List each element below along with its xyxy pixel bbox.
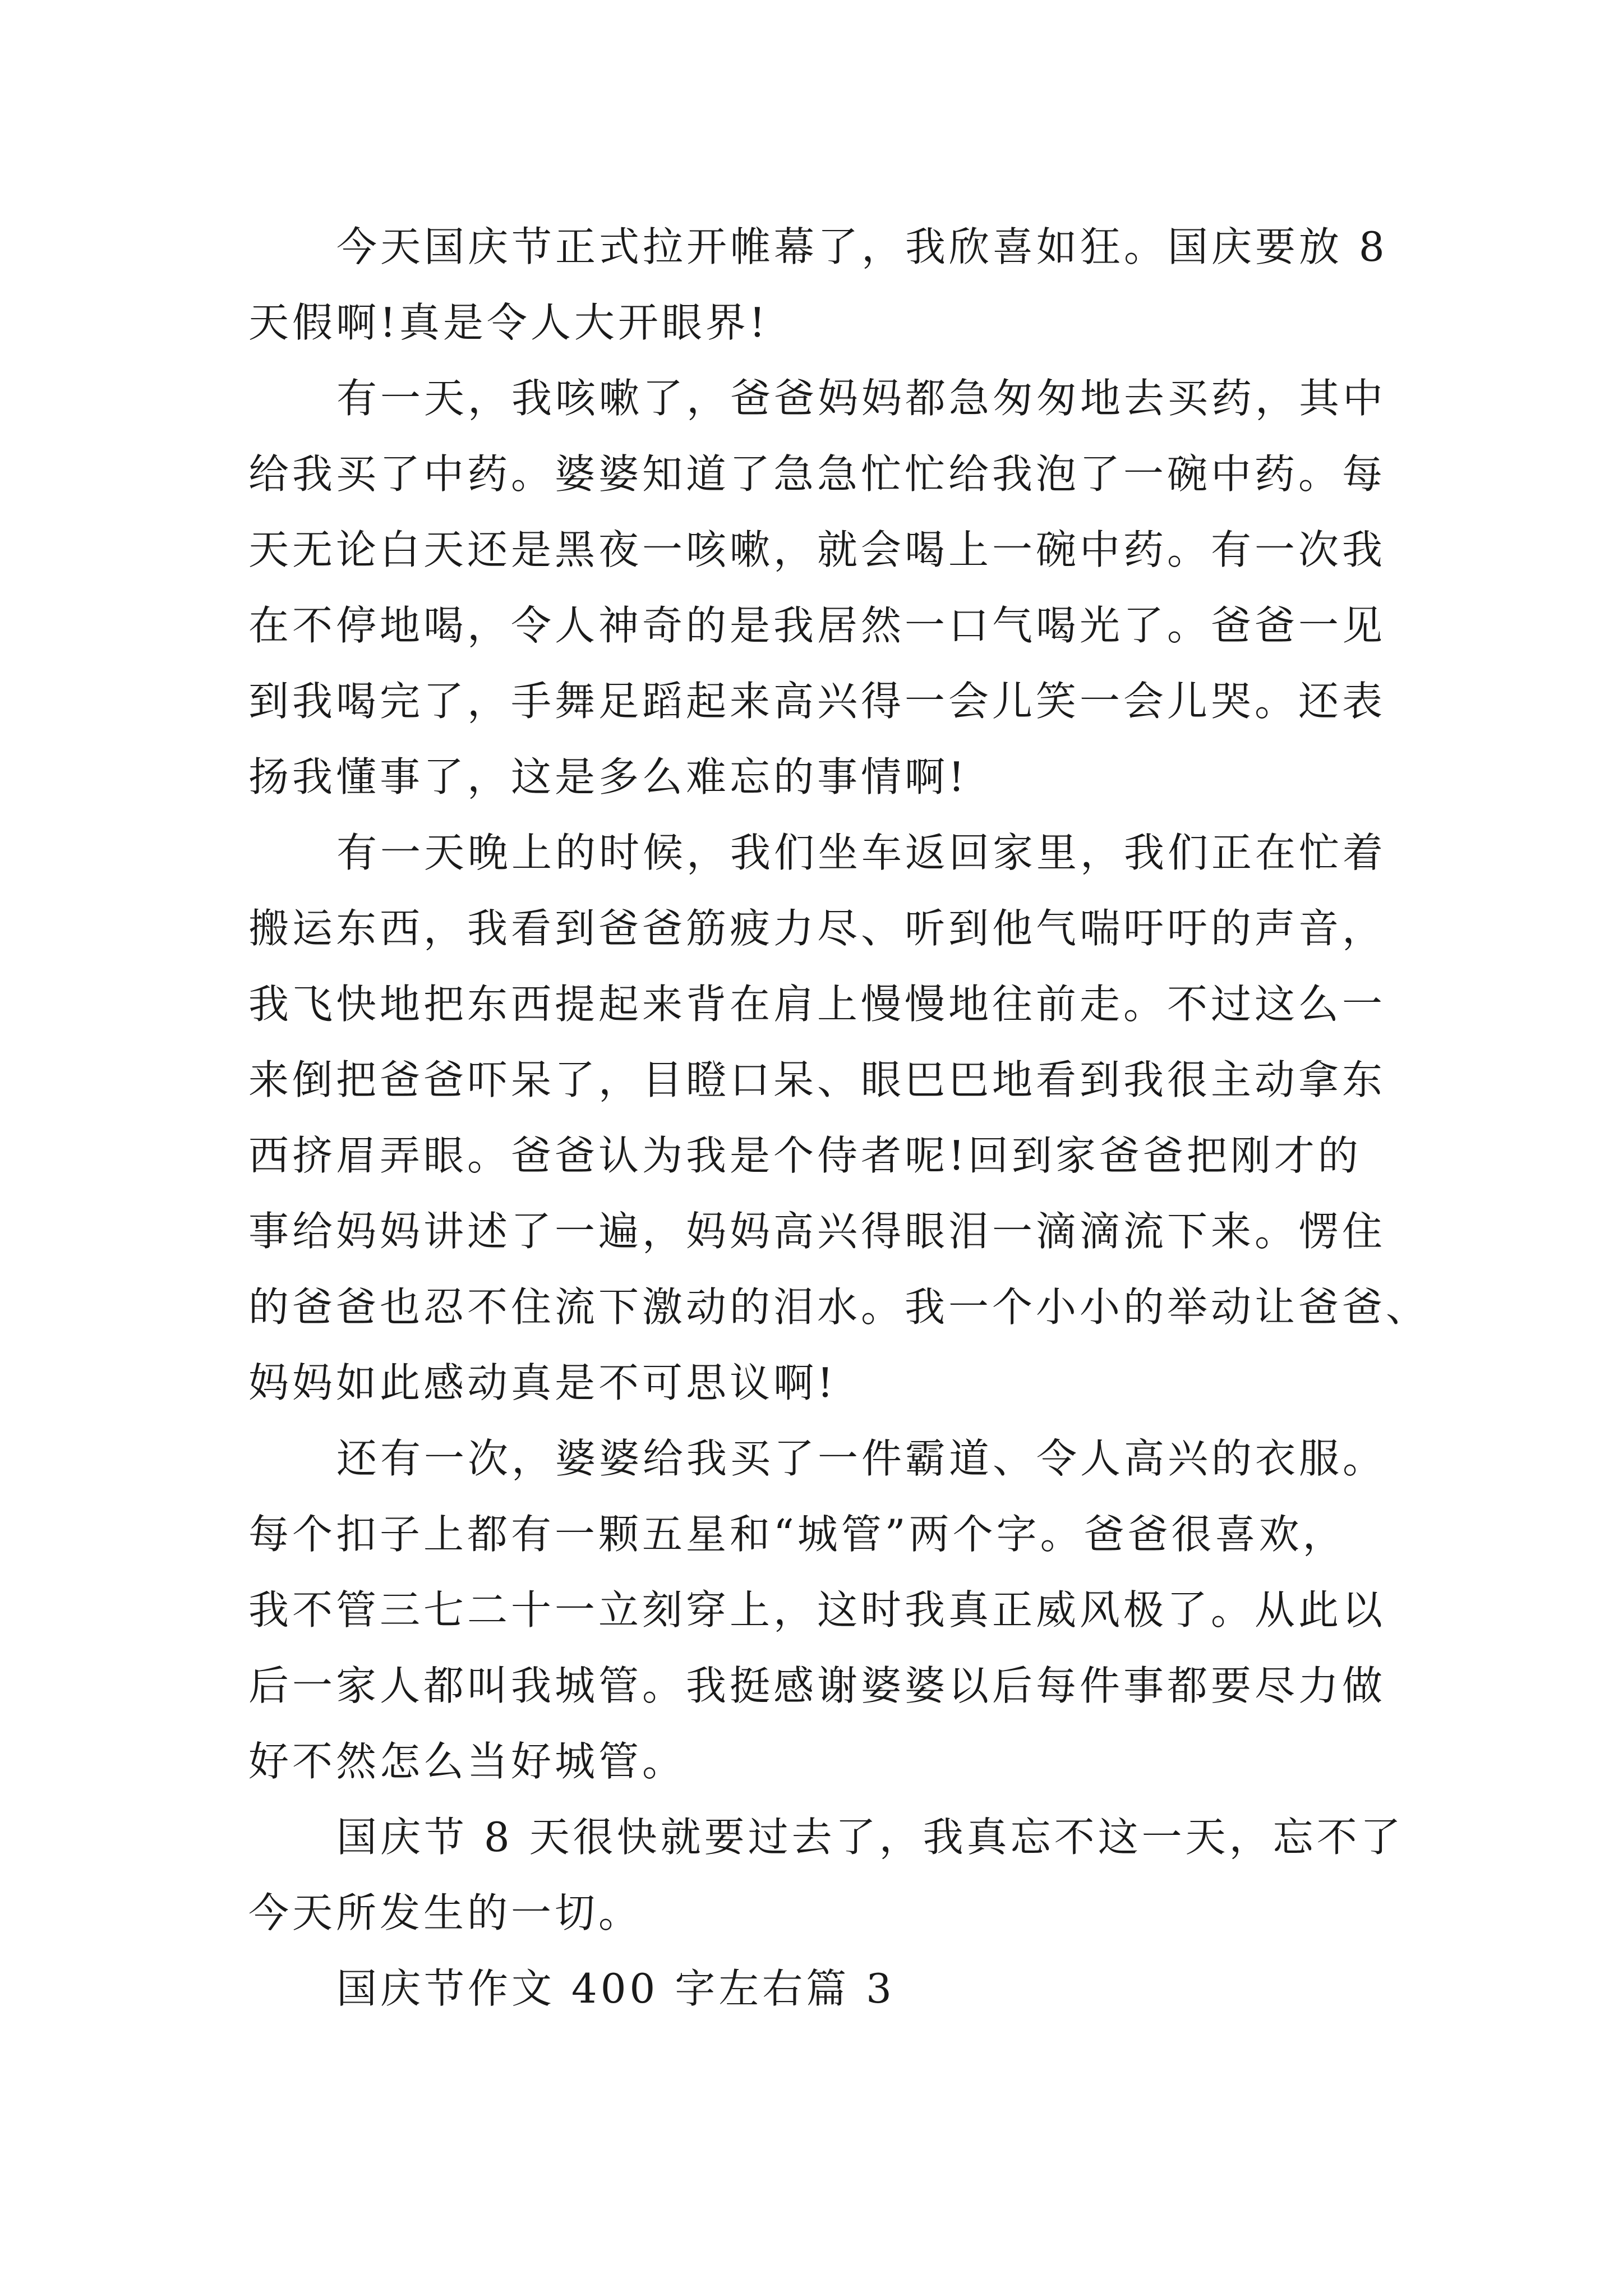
text-line	[0, 586, 1623, 665]
text-line-content: 事给妈妈讲述了一遍，妈妈高兴得眼泪一滴滴流下来。愣住	[248, 1208, 1386, 1255]
text-line-content: 西挤眉弄眼。爸爸认为我是个侍者呢!回到家爸爸把刚才的	[248, 1132, 1362, 1179]
text-line-content: 我飞快地把东西提起来背在肩上慢慢地往前走。不过这么一	[248, 981, 1386, 1028]
text-line	[0, 1192, 1623, 1271]
text-line	[0, 1268, 1623, 1346]
text-line	[0, 662, 1623, 740]
text-line	[0, 1343, 1623, 1422]
text-line	[0, 208, 1623, 286]
text-line	[0, 359, 1623, 438]
text-line-content: 今天所发生的一切。	[248, 1889, 643, 1936]
text-line	[0, 283, 1623, 362]
text-line	[0, 889, 1623, 968]
text-line-content: 每个扣子上都有一颗五星和“城管”两个字。爸爸很喜欢，	[248, 1511, 1347, 1558]
text-line	[0, 1874, 1623, 1952]
section-heading	[0, 1949, 1623, 2028]
text-line-content: 有一天晚上的时候，我们坐车返回家里，我们正在忙着	[336, 829, 1387, 876]
text-line-content: 有一天，我咳嗽了，爸爸妈妈都急匆匆地去买药，其中	[336, 375, 1387, 422]
text-line-content: 扬我懂事了，这是多么难忘的事情啊!	[248, 753, 968, 800]
text-line-content: 的爸爸也忍不住流下激动的泪水。我一个小小的举动让爸爸、	[248, 1283, 1430, 1331]
text-line	[0, 1571, 1623, 1649]
text-line-content: 搬运东西，我看到爸爸筋疲力尽、听到他气喘吁吁的声音，	[248, 905, 1386, 952]
text-line	[0, 1722, 1623, 1801]
text-line	[0, 1419, 1623, 1498]
text-line	[0, 1798, 1623, 1876]
text-line-content: 给我买了中药。婆婆知道了急急忙忙给我泡了一碗中药。每	[248, 450, 1386, 498]
text-line-content: 妈妈如此感动真是不可思议啊!	[248, 1359, 837, 1406]
text-line-content: 在不停地喝，令人神奇的是我居然一口气喝光了。爸爸一见	[248, 602, 1386, 649]
text-line-content: 国庆节 8 天很快就要过去了，我真忘不这一天，忘不了	[336, 1814, 1404, 1861]
text-line	[0, 965, 1623, 1043]
text-line	[0, 1116, 1623, 1195]
text-line	[0, 813, 1623, 892]
text-line	[0, 1646, 1623, 1725]
text-line-content: 后一家人都叫我城管。我挺感谢婆婆以后每件事都要尽力做	[248, 1662, 1386, 1709]
text-line-content: 天无论白天还是黑夜一咳嗽，就会喝上一碗中药。有一次我	[248, 526, 1386, 573]
text-line-content: 我不管三七二十一立刻穿上，这时我真正威风极了。从此以	[248, 1586, 1386, 1634]
text-line-content: 好不然怎么当好城管。	[248, 1738, 686, 1785]
text-line	[0, 1041, 1623, 1119]
text-line-content: 来倒把爸爸吓呆了，目瞪口呆、眼巴巴地看到我很主动拿东	[248, 1056, 1386, 1103]
text-line-content: 还有一次，婆婆给我买了一件霸道、令人高兴的衣服。	[336, 1435, 1387, 1482]
text-line	[0, 738, 1623, 816]
text-line-content: 天假啊!真是令人大开眼界!	[248, 299, 769, 346]
text-line	[0, 1495, 1623, 1573]
text-line-content: 到我喝完了，手舞足蹈起来高兴得一会儿笑一会儿哭。还表	[248, 678, 1386, 725]
text-line	[0, 435, 1623, 513]
section-heading-text: 国庆节作文 400 字左右篇 3	[336, 1965, 895, 2012]
text-line-content: 今天国庆节正式拉开帷幕了，我欣喜如狂。国庆要放 8	[336, 223, 1388, 270]
text-line	[0, 510, 1623, 589]
